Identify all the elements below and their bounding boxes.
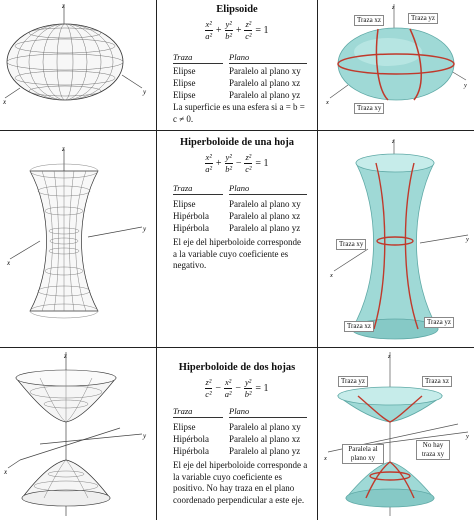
z-axis-label: z: [62, 145, 65, 153]
x-axis-label: x: [324, 455, 327, 462]
section-note: La superficie es una esfera si a = b = c ≠ 0.: [173, 102, 305, 124]
header-plane: Plano: [229, 183, 250, 193]
y-axis-label: y: [464, 82, 467, 89]
y-axis-label: y: [143, 432, 147, 440]
z-axis-label: z: [392, 4, 395, 11]
z-axis-label: z: [64, 352, 67, 360]
equation: $\frac{\text{x²}}{\text{a²}}$ + $\frac{\text{y²}}{\text{b²}}$ + $\frac{\text{z²}}{\text{c²}}$ = 1: [205, 19, 269, 41]
trace-label: Paralela al plano xy: [342, 444, 384, 464]
trace-label: Traza xz: [344, 321, 374, 332]
equation: $\frac{\text{z²}}{\text{c²}}$ − $\frac{\text{x²}}{\text{a²}}$ − $\frac{\text{y²}}{\text{b²}}$ = 1: [205, 377, 269, 399]
two-sheet-hyperboloid-description: [157, 348, 317, 520]
trace-cell: Elipse: [173, 78, 196, 88]
header-trace: Traza: [173, 52, 193, 62]
one-sheet-hyperboloid-wireframe: [0, 131, 156, 347]
one-sheet-hyperboloid-trace-figure: [318, 131, 474, 347]
section-note: El eje del hiperboloide corresponde a la variable cuyo coeficiente es positivo. No hay traza en el plano coordenado perpendicular a este eje.: [173, 460, 308, 505]
header-rule: [173, 194, 223, 195]
header-trace: Traza: [173, 183, 193, 193]
y-axis-label: y: [143, 225, 147, 233]
y-axis-label: y: [466, 433, 469, 440]
trace-label: Traza xz: [354, 15, 384, 26]
plane-cell: Paralelo al plano xy: [229, 422, 301, 432]
section-title: Elipsoide: [216, 4, 258, 15]
plane-cell: Paralelo al plano yz: [229, 223, 301, 233]
x-axis-label: x: [326, 99, 329, 106]
trace-cell: Elipse: [173, 66, 196, 76]
plane-cell: Paralelo al plano yz: [229, 90, 301, 100]
header-plane: Plano: [229, 406, 250, 416]
trace-label: No hay traza xy: [416, 440, 450, 460]
one-sheet-hyperboloid-description: [157, 131, 317, 347]
trace-cell: Elipse: [173, 199, 196, 209]
trace-label: Traza xz: [422, 376, 452, 387]
trace-cell: Elipse: [173, 422, 196, 432]
trace-label: Traza yz: [424, 317, 454, 328]
header-rule: [229, 63, 307, 64]
trace-cell: Hipérbola: [173, 446, 209, 456]
x-axis-label: x: [330, 272, 333, 279]
plane-cell: Paralelo al plano xy: [229, 199, 301, 209]
plane-cell: Paralelo al plano xy: [229, 66, 301, 76]
y-axis-label: y: [466, 236, 469, 243]
plane-cell: Paralelo al plano xz: [229, 211, 301, 221]
header-rule: [229, 417, 307, 418]
y-axis-label: y: [143, 88, 147, 96]
x-axis-label: x: [3, 98, 7, 106]
header-trace: Traza: [173, 406, 193, 416]
z-axis-label: z: [62, 2, 65, 10]
ellipsoid-trace-figure: [318, 0, 474, 130]
ellipsoid-description: [157, 0, 317, 130]
section-title: Hiperboloide de dos hojas: [178, 362, 296, 373]
header-plane: Plano: [229, 52, 250, 62]
two-sheet-hyperboloid-wireframe: [0, 348, 156, 520]
header-rule: [173, 63, 223, 64]
header-rule: [229, 194, 307, 195]
plane-cell: Paralelo al plano yz: [229, 446, 301, 456]
trace-cell: Hipérbola: [173, 223, 209, 233]
two-sheet-hyperboloid-trace-figure: [318, 348, 474, 520]
header-rule: [173, 417, 223, 418]
trace-cell: Hipérbola: [173, 211, 209, 221]
x-axis-label: x: [4, 468, 8, 476]
section-note: El eje del hiperboloide corresponde a la variable cuyo coeficiente es negativo.: [173, 237, 301, 270]
z-axis-label: z: [392, 138, 395, 145]
z-axis-label: z: [388, 353, 391, 360]
plane-cell: Paralelo al plano xz: [229, 434, 301, 444]
trace-label: Traza xy: [354, 103, 384, 114]
ellipsoid-wireframe: [0, 0, 156, 130]
trace-label: Traza yz: [338, 376, 368, 387]
trace-cell: Hipérbola: [173, 434, 209, 444]
trace-label: Traza xy: [336, 239, 366, 250]
trace-label: Traza yz: [408, 13, 438, 24]
plane-cell: Paralelo al plano xz: [229, 78, 301, 88]
equation: $\frac{\text{x²}}{\text{a²}}$ + $\frac{\text{y²}}{\text{b²}}$ − $\frac{\text{z²}}{\text{c²}}$ = 1: [205, 152, 269, 174]
trace-cell: Elipse: [173, 90, 196, 100]
section-title: Hiperboloide de una hoja: [179, 137, 295, 148]
x-axis-label: x: [7, 259, 11, 267]
